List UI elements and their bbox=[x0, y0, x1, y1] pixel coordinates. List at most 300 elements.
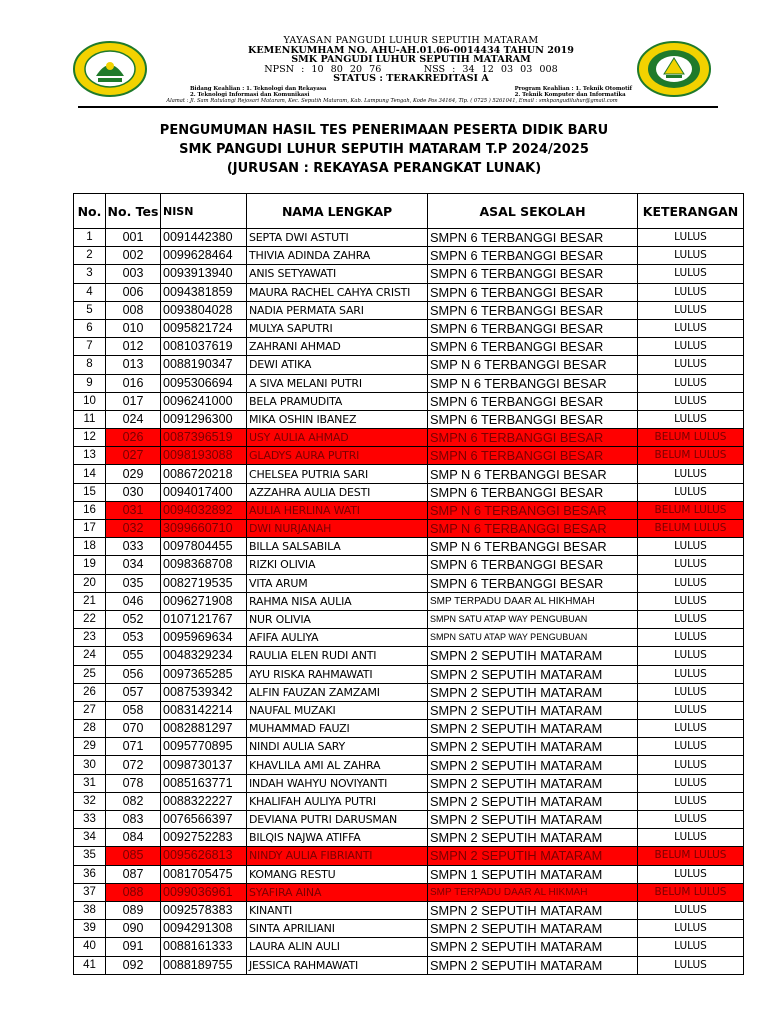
title-line-3: (JURUSAN : REKAYASA PERANGKAT LUNAK) bbox=[226, 161, 542, 176]
cell-nisn: 0076566397 bbox=[161, 811, 247, 829]
cell-nisn: 0097365285 bbox=[161, 665, 247, 683]
cell-origin-school: SMPN 6 TERBANGGI BESAR bbox=[428, 556, 638, 574]
letterhead bbox=[72, 36, 712, 106]
cell-origin-school: SMPN 6 TERBANGGI BESAR bbox=[428, 429, 638, 447]
cell-remarks: LULUS bbox=[638, 901, 744, 919]
school-address: Alamat : Jl. Sam Ratulangi Rejosari Mataram, Kec. Seputih Mataram, Kab. Lampung Tengah, Kode Pos 34164, Tlp. ( 0725 ) 5261041, Email : smkpangudiluhur@gmail.com bbox=[166, 98, 618, 104]
cell-no: 2 bbox=[74, 247, 106, 265]
cell-no: 4 bbox=[74, 283, 106, 301]
cell-test-number: 035 bbox=[106, 574, 161, 592]
cell-no: 11 bbox=[74, 410, 106, 428]
cell-origin-school: SMPN 2 SEPUTIH MATARAM bbox=[428, 774, 638, 792]
results-table bbox=[73, 193, 744, 975]
npsn: NPSN : 10 80 20 76 bbox=[264, 63, 382, 75]
cell-origin-school: SMPN 6 TERBANGGI BESAR bbox=[428, 338, 638, 356]
cell-remarks: LULUS bbox=[638, 410, 744, 428]
bidang-1: 1. Teknologi dan Rekayasa bbox=[246, 85, 327, 92]
cell-full-name: JESSICA RAHMAWATI bbox=[247, 956, 428, 974]
cell-origin-school: SMPN 6 TERBANGGI BESAR bbox=[428, 319, 638, 337]
table-row bbox=[74, 865, 744, 883]
cell-remarks: LULUS bbox=[638, 647, 744, 665]
cell-test-number: 033 bbox=[106, 538, 161, 556]
cell-remarks: LULUS bbox=[638, 938, 744, 956]
cell-nisn: 3099660710 bbox=[161, 520, 247, 538]
cell-origin-school: SMPN 2 SEPUTIH MATARAM bbox=[428, 792, 638, 810]
cell-test-number: 089 bbox=[106, 901, 161, 919]
cell-full-name: SINTA APRILIANI bbox=[247, 920, 428, 938]
cell-full-name: MUHAMMAD FAUZI bbox=[247, 720, 428, 738]
cell-remarks: LULUS bbox=[638, 720, 744, 738]
cell-remarks: LULUS bbox=[638, 392, 744, 410]
cell-no: 41 bbox=[74, 956, 106, 974]
cell-no: 32 bbox=[74, 792, 106, 810]
cell-origin-school: SMP N 6 TERBANGGI BESAR bbox=[428, 538, 638, 556]
cell-remarks: LULUS bbox=[638, 829, 744, 847]
cell-test-number: 070 bbox=[106, 720, 161, 738]
cell-no: 7 bbox=[74, 338, 106, 356]
cell-origin-school: SMPN 2 SEPUTIH MATARAM bbox=[428, 683, 638, 701]
cell-test-number: 088 bbox=[106, 883, 161, 901]
cell-nisn: 0095821724 bbox=[161, 319, 247, 337]
cell-no: 16 bbox=[74, 501, 106, 519]
table-row bbox=[74, 901, 744, 919]
table-row bbox=[74, 938, 744, 956]
cell-full-name: RAULIA ELEN RUDI ANTI bbox=[247, 647, 428, 665]
header-remarks: KETERANGAN bbox=[638, 194, 744, 229]
cell-remarks: LULUS bbox=[638, 556, 744, 574]
table-body bbox=[74, 229, 744, 975]
cell-test-number: 083 bbox=[106, 811, 161, 829]
cell-origin-school: SMPN 2 SEPUTIH MATARAM bbox=[428, 901, 638, 919]
table-row bbox=[74, 701, 744, 719]
table-row bbox=[74, 883, 744, 901]
cell-full-name: RIZKI OLIVIA bbox=[247, 556, 428, 574]
cell-origin-school: SMPN 2 SEPUTIH MATARAM bbox=[428, 738, 638, 756]
cell-no: 25 bbox=[74, 665, 106, 683]
table-row bbox=[74, 920, 744, 938]
cell-remarks: LULUS bbox=[638, 629, 744, 647]
cell-remarks: LULUS bbox=[638, 610, 744, 628]
table-row bbox=[74, 774, 744, 792]
cell-nisn: 0099628464 bbox=[161, 247, 247, 265]
cell-test-number: 010 bbox=[106, 319, 161, 337]
cell-origin-school: SMP N 6 TERBANGGI BESAR bbox=[428, 520, 638, 538]
cell-origin-school: SMPN 6 TERBANGGI BESAR bbox=[428, 265, 638, 283]
cell-nisn: 0099036961 bbox=[161, 883, 247, 901]
cell-full-name: RAHMA NISA AULIA bbox=[247, 592, 428, 610]
cell-origin-school: SMPN 6 TERBANGGI BESAR bbox=[428, 483, 638, 501]
cell-origin-school: SMPN SATU ATAP WAY PENGUBUAN bbox=[428, 610, 638, 628]
cell-full-name: NINDY AULIA FIBRIANTI bbox=[247, 847, 428, 865]
cell-test-number: 091 bbox=[106, 938, 161, 956]
cell-nisn: 0081037619 bbox=[161, 338, 247, 356]
cell-test-number: 030 bbox=[106, 483, 161, 501]
cell-full-name: KOMANG RESTU bbox=[247, 865, 428, 883]
cell-nisn: 0107121767 bbox=[161, 610, 247, 628]
cell-no: 10 bbox=[74, 392, 106, 410]
fields-of-expertise bbox=[190, 86, 632, 98]
table-row bbox=[74, 720, 744, 738]
cell-remarks: BELUM LULUS bbox=[638, 447, 744, 465]
table-row bbox=[74, 592, 744, 610]
table-row bbox=[74, 792, 744, 810]
cell-nisn: 0094291308 bbox=[161, 920, 247, 938]
cell-no: 33 bbox=[74, 811, 106, 829]
table-row bbox=[74, 847, 744, 865]
cell-test-number: 087 bbox=[106, 865, 161, 883]
cell-nisn: 0088161333 bbox=[161, 938, 247, 956]
cell-remarks: LULUS bbox=[638, 592, 744, 610]
cell-nisn: 0082881297 bbox=[161, 720, 247, 738]
school-name: SMK PANGUDI LUHUR SEPUTIH MATARAM bbox=[291, 54, 531, 66]
cell-full-name: ANIS SETYAWATI bbox=[247, 265, 428, 283]
cell-nisn: 0088190347 bbox=[161, 356, 247, 374]
header-full-name: NAMA LENGKAP bbox=[247, 194, 428, 229]
cell-origin-school: SMPN 2 SEPUTIH MATARAM bbox=[428, 701, 638, 719]
cell-full-name: VITA ARUM bbox=[247, 574, 428, 592]
cell-no: 23 bbox=[74, 629, 106, 647]
cell-nisn: 0093804028 bbox=[161, 301, 247, 319]
cell-nisn: 0092578383 bbox=[161, 901, 247, 919]
cell-test-number: 002 bbox=[106, 247, 161, 265]
cell-full-name: NINDI AULIA SARY bbox=[247, 738, 428, 756]
cell-origin-school: SMP TERPADU DAAR AL HIKMAH bbox=[428, 883, 638, 901]
table-row bbox=[74, 683, 744, 701]
cell-remarks: LULUS bbox=[638, 792, 744, 810]
cell-remarks: LULUS bbox=[638, 774, 744, 792]
cell-remarks: LULUS bbox=[638, 811, 744, 829]
cell-remarks: LULUS bbox=[638, 356, 744, 374]
cell-remarks: LULUS bbox=[638, 338, 744, 356]
table-row bbox=[74, 447, 744, 465]
table-row bbox=[74, 610, 744, 628]
cell-origin-school: SMPN 6 TERBANGGI BESAR bbox=[428, 283, 638, 301]
cell-full-name: USY AULIA AHMAD bbox=[247, 429, 428, 447]
cell-test-number: 078 bbox=[106, 774, 161, 792]
cell-full-name: MAURA RACHEL CAHYA CRISTI bbox=[247, 283, 428, 301]
cell-nisn: 0094381859 bbox=[161, 283, 247, 301]
cell-remarks: LULUS bbox=[638, 265, 744, 283]
table-row bbox=[74, 956, 744, 974]
cell-remarks: LULUS bbox=[638, 574, 744, 592]
cell-nisn: 0098193088 bbox=[161, 447, 247, 465]
table-row bbox=[74, 629, 744, 647]
cell-no: 6 bbox=[74, 319, 106, 337]
table-row bbox=[74, 665, 744, 683]
cell-no: 3 bbox=[74, 265, 106, 283]
cell-full-name: BILLA SALSABILA bbox=[247, 538, 428, 556]
cell-origin-school: SMPN 1 SEPUTIH MATARAM bbox=[428, 865, 638, 883]
cell-remarks: LULUS bbox=[638, 956, 744, 974]
cell-test-number: 029 bbox=[106, 465, 161, 483]
table-row bbox=[74, 338, 744, 356]
title-line-2: SMK PANGUDI LUHUR SEPUTIH MATARAM T.P 2024/2025 bbox=[179, 142, 589, 157]
cell-origin-school: SMP N 6 TERBANGGI BESAR bbox=[428, 374, 638, 392]
cell-test-number: 024 bbox=[106, 410, 161, 428]
cell-remarks: LULUS bbox=[638, 465, 744, 483]
cell-remarks: LULUS bbox=[638, 247, 744, 265]
cell-nisn: 0088322227 bbox=[161, 792, 247, 810]
table-row bbox=[74, 574, 744, 592]
school-logo-icon bbox=[636, 40, 712, 98]
cell-test-number: 056 bbox=[106, 665, 161, 683]
cell-test-number: 071 bbox=[106, 738, 161, 756]
table-row bbox=[74, 829, 744, 847]
header-no: No. bbox=[74, 194, 106, 229]
cell-full-name: NADIA PERMATA SARI bbox=[247, 301, 428, 319]
cell-origin-school: SMPN 2 SEPUTIH MATARAM bbox=[428, 920, 638, 938]
table-row bbox=[74, 283, 744, 301]
cell-origin-school: SMPN 6 TERBANGGI BESAR bbox=[428, 410, 638, 428]
decree-number: KEMENKUMHAM NO. AHU-AH.01.06-0014434 TAHUN 2019 bbox=[248, 44, 574, 56]
program-2: 2. Teknik Komputer dan Informatika bbox=[514, 92, 626, 99]
cell-test-number: 031 bbox=[106, 501, 161, 519]
cell-origin-school: SMPN 2 SEPUTIH MATARAM bbox=[428, 811, 638, 829]
cell-no: 13 bbox=[74, 447, 106, 465]
cell-no: 30 bbox=[74, 756, 106, 774]
foundation-logo-icon bbox=[72, 40, 148, 98]
program-1: 1. Teknik Otomotif bbox=[575, 85, 632, 92]
cell-no: 14 bbox=[74, 465, 106, 483]
cell-nisn: 0095770895 bbox=[161, 738, 247, 756]
cell-nisn: 0093913940 bbox=[161, 265, 247, 283]
cell-test-number: 017 bbox=[106, 392, 161, 410]
cell-remarks: LULUS bbox=[638, 701, 744, 719]
table-row bbox=[74, 738, 744, 756]
cell-test-number: 072 bbox=[106, 756, 161, 774]
cell-test-number: 052 bbox=[106, 610, 161, 628]
cell-remarks: LULUS bbox=[638, 865, 744, 883]
cell-no: 31 bbox=[74, 774, 106, 792]
cell-nisn: 0095969634 bbox=[161, 629, 247, 647]
cell-full-name: BILQIS NAJWA ATIFFA bbox=[247, 829, 428, 847]
table-row bbox=[74, 647, 744, 665]
cell-full-name: SYAFIRA AINA bbox=[247, 883, 428, 901]
cell-no: 26 bbox=[74, 683, 106, 701]
cell-full-name: KHAVLILA AMI AL ZAHRA bbox=[247, 756, 428, 774]
cell-origin-school: SMP TERPADU DAAR AL HIKHMAH bbox=[428, 592, 638, 610]
cell-full-name: THIVIA ADINDA ZAHRA bbox=[247, 247, 428, 265]
cell-remarks: BELUM LULUS bbox=[638, 501, 744, 519]
cell-no: 1 bbox=[74, 229, 106, 247]
table-row bbox=[74, 429, 744, 447]
cell-full-name: DEVIANA PUTRI DARUSMAN bbox=[247, 811, 428, 829]
cell-origin-school: SMPN 6 TERBANGGI BESAR bbox=[428, 247, 638, 265]
letterhead-divider bbox=[78, 106, 718, 108]
cell-remarks: LULUS bbox=[638, 301, 744, 319]
cell-no: 38 bbox=[74, 901, 106, 919]
cell-test-number: 026 bbox=[106, 429, 161, 447]
cell-remarks: LULUS bbox=[638, 920, 744, 938]
cell-nisn: 0098368708 bbox=[161, 556, 247, 574]
cell-test-number: 085 bbox=[106, 847, 161, 865]
table-row bbox=[74, 301, 744, 319]
cell-origin-school: SMPN 2 SEPUTIH MATARAM bbox=[428, 938, 638, 956]
cell-origin-school: SMPN 6 TERBANGGI BESAR bbox=[428, 229, 638, 247]
cell-test-number: 053 bbox=[106, 629, 161, 647]
cell-no: 12 bbox=[74, 429, 106, 447]
cell-test-number: 084 bbox=[106, 829, 161, 847]
cell-remarks: LULUS bbox=[638, 756, 744, 774]
table-row bbox=[74, 392, 744, 410]
cell-origin-school: SMP N 6 TERBANGGI BESAR bbox=[428, 465, 638, 483]
cell-no: 35 bbox=[74, 847, 106, 865]
cell-origin-school: SMP N 6 TERBANGGI BESAR bbox=[428, 501, 638, 519]
cell-origin-school: SMPN 2 SEPUTIH MATARAM bbox=[428, 829, 638, 847]
cell-test-number: 012 bbox=[106, 338, 161, 356]
table-row bbox=[74, 356, 744, 374]
cell-full-name: AFIFA AULIYA bbox=[247, 629, 428, 647]
cell-origin-school: SMPN 6 TERBANGGI BESAR bbox=[428, 574, 638, 592]
cell-remarks: LULUS bbox=[638, 374, 744, 392]
cell-origin-school: SMPN 2 SEPUTIH MATARAM bbox=[428, 956, 638, 974]
cell-nisn: 0085163771 bbox=[161, 774, 247, 792]
cell-nisn: 0086720218 bbox=[161, 465, 247, 483]
announcement-title bbox=[0, 121, 768, 178]
cell-test-number: 013 bbox=[106, 356, 161, 374]
cell-no: 28 bbox=[74, 720, 106, 738]
cell-nisn: 0094017400 bbox=[161, 483, 247, 501]
cell-nisn: 0091442380 bbox=[161, 229, 247, 247]
cell-full-name: DEWI ATIKA bbox=[247, 356, 428, 374]
cell-test-number: 027 bbox=[106, 447, 161, 465]
cell-no: 8 bbox=[74, 356, 106, 374]
cell-test-number: 032 bbox=[106, 520, 161, 538]
cell-nisn: 0091296300 bbox=[161, 410, 247, 428]
cell-full-name: AZZAHRA AULIA DESTI bbox=[247, 483, 428, 501]
cell-full-name: A SIVA MELANI PUTRI bbox=[247, 374, 428, 392]
cell-full-name: CHELSEA PUTRIA SARI bbox=[247, 465, 428, 483]
cell-origin-school: SMPN 6 TERBANGGI BESAR bbox=[428, 301, 638, 319]
cell-test-number: 082 bbox=[106, 792, 161, 810]
cell-full-name: LAURA ALIN AULI bbox=[247, 938, 428, 956]
cell-full-name: NAUFAL MUZAKI bbox=[247, 701, 428, 719]
table-row bbox=[74, 811, 744, 829]
cell-origin-school: SMPN 2 SEPUTIH MATARAM bbox=[428, 847, 638, 865]
cell-test-number: 092 bbox=[106, 956, 161, 974]
cell-remarks: BELUM LULUS bbox=[638, 520, 744, 538]
table-row bbox=[74, 483, 744, 501]
cell-nisn: 0094032892 bbox=[161, 501, 247, 519]
cell-no: 36 bbox=[74, 865, 106, 883]
cell-remarks: BELUM LULUS bbox=[638, 847, 744, 865]
cell-no: 39 bbox=[74, 920, 106, 938]
cell-test-number: 034 bbox=[106, 556, 161, 574]
cell-nisn: 0048329234 bbox=[161, 647, 247, 665]
header-nisn: NISN bbox=[161, 194, 247, 229]
bidang-2: 2. Teknologi Informasi dan Komunikasi bbox=[190, 92, 310, 99]
cell-no: 18 bbox=[74, 538, 106, 556]
cell-origin-school: SMPN 2 SEPUTIH MATARAM bbox=[428, 647, 638, 665]
cell-origin-school: SMPN SATU ATAP WAY PENGUBUAN bbox=[428, 629, 638, 647]
cell-origin-school: SMPN 2 SEPUTIH MATARAM bbox=[428, 665, 638, 683]
cell-nisn: 0092752283 bbox=[161, 829, 247, 847]
cell-remarks: LULUS bbox=[638, 665, 744, 683]
cell-remarks: LULUS bbox=[638, 738, 744, 756]
cell-nisn: 0095626813 bbox=[161, 847, 247, 865]
cell-nisn: 0095306694 bbox=[161, 374, 247, 392]
cell-origin-school: SMP N 6 TERBANGGI BESAR bbox=[428, 356, 638, 374]
cell-test-number: 058 bbox=[106, 701, 161, 719]
cell-test-number: 006 bbox=[106, 283, 161, 301]
cell-nisn: 0096271908 bbox=[161, 592, 247, 610]
table-row bbox=[74, 265, 744, 283]
cell-test-number: 046 bbox=[106, 592, 161, 610]
cell-test-number: 057 bbox=[106, 683, 161, 701]
table-header-row bbox=[74, 194, 744, 229]
cell-no: 37 bbox=[74, 883, 106, 901]
cell-no: 21 bbox=[74, 592, 106, 610]
table-row bbox=[74, 374, 744, 392]
cell-no: 29 bbox=[74, 738, 106, 756]
table-row bbox=[74, 756, 744, 774]
table-row bbox=[74, 556, 744, 574]
cell-remarks: LULUS bbox=[638, 483, 744, 501]
accreditation-status: STATUS : TERAKREDITASI A bbox=[333, 73, 489, 85]
cell-origin-school: SMPN 6 TERBANGGI BESAR bbox=[428, 392, 638, 410]
cell-remarks: LULUS bbox=[638, 538, 744, 556]
cell-nisn: 0087539342 bbox=[161, 683, 247, 701]
table-row bbox=[74, 247, 744, 265]
cell-test-number: 090 bbox=[106, 920, 161, 938]
header-origin-school: ASAL SEKOLAH bbox=[428, 194, 638, 229]
cell-test-number: 001 bbox=[106, 229, 161, 247]
cell-full-name: DWI NURJANAH bbox=[247, 520, 428, 538]
cell-remarks: LULUS bbox=[638, 683, 744, 701]
cell-remarks: BELUM LULUS bbox=[638, 883, 744, 901]
cell-full-name: AYU RISKA RAHMAWATI bbox=[247, 665, 428, 683]
table-row bbox=[74, 465, 744, 483]
cell-no: 5 bbox=[74, 301, 106, 319]
cell-full-name: AULIA HERLINA WATI bbox=[247, 501, 428, 519]
cell-remarks: BELUM LULUS bbox=[638, 429, 744, 447]
cell-full-name: ALFIN FAUZAN ZAMZAMI bbox=[247, 683, 428, 701]
table-row bbox=[74, 410, 744, 428]
nss: NSS : 34 12 03 03 008 bbox=[423, 63, 558, 75]
cell-no: 15 bbox=[74, 483, 106, 501]
title-line-1: PENGUMUMAN HASIL TES PENERIMAAN PESERTA DIDIK BARU bbox=[159, 123, 609, 138]
cell-origin-school: SMPN 2 SEPUTIH MATARAM bbox=[428, 756, 638, 774]
cell-nisn: 0081705475 bbox=[161, 865, 247, 883]
cell-full-name: NUR OLIVIA bbox=[247, 610, 428, 628]
cell-no: 24 bbox=[74, 647, 106, 665]
cell-nisn: 0098730137 bbox=[161, 756, 247, 774]
cell-full-name: SEPTA DWI ASTUTI bbox=[247, 229, 428, 247]
cell-origin-school: SMPN 2 SEPUTIH MATARAM bbox=[428, 720, 638, 738]
table-row bbox=[74, 319, 744, 337]
table-row bbox=[74, 520, 744, 538]
cell-origin-school: SMPN 6 TERBANGGI BESAR bbox=[428, 447, 638, 465]
cell-full-name: BELA PRAMUDITA bbox=[247, 392, 428, 410]
cell-remarks: LULUS bbox=[638, 229, 744, 247]
cell-test-number: 003 bbox=[106, 265, 161, 283]
cell-nisn: 0083142214 bbox=[161, 701, 247, 719]
cell-no: 40 bbox=[74, 938, 106, 956]
table-row bbox=[74, 229, 744, 247]
cell-nisn: 0087396519 bbox=[161, 429, 247, 447]
cell-no: 9 bbox=[74, 374, 106, 392]
cell-full-name: KINANTI bbox=[247, 901, 428, 919]
table-row bbox=[74, 538, 744, 556]
cell-no: 22 bbox=[74, 610, 106, 628]
header-test-number: No. Tes bbox=[106, 194, 161, 229]
cell-full-name: MULYA SAPUTRI bbox=[247, 319, 428, 337]
cell-full-name: KHALIFAH AULIYA PUTRI bbox=[247, 792, 428, 810]
foundation-name: YAYASAN PANGUDI LUHUR SEPUTIH MATARAM bbox=[283, 35, 539, 46]
cell-full-name: INDAH WAHYU NOVIYANTI bbox=[247, 774, 428, 792]
cell-test-number: 016 bbox=[106, 374, 161, 392]
cell-no: 20 bbox=[74, 574, 106, 592]
